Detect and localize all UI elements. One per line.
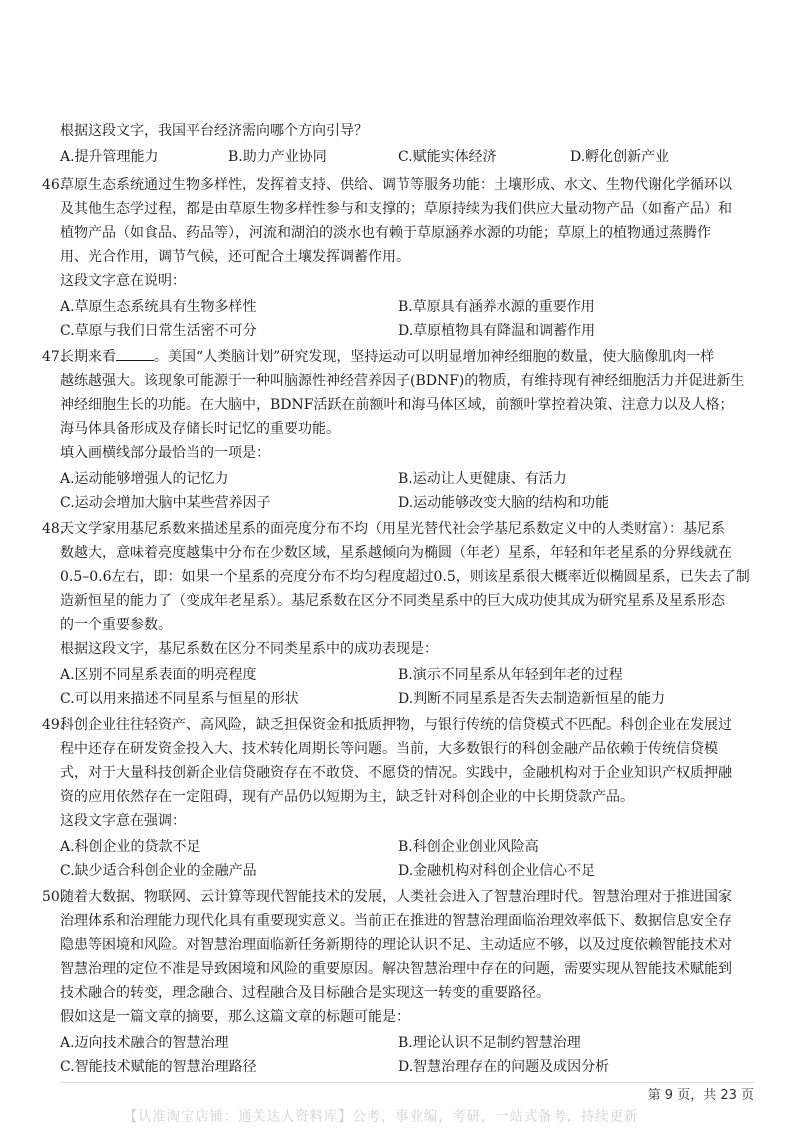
q47-number: 47.	[42, 349, 65, 365]
q46-question: 这段文字意在说明：	[60, 273, 186, 289]
q49-line: 资的应用依然存在一定阻碍，现有产品仍以短期为主，缺乏针对科创企业的中长期贷款产品。	[60, 789, 634, 805]
q50-line: 智慧治理的定位不准是导致困境和风险的重要原因。解决智慧治理中存在的问题，需要实现从智能技术赋能到	[60, 961, 732, 977]
q48-option-c: C.可以用来描述不同星系与恒星的形状	[60, 691, 299, 707]
q46-option-b: B.草原具有涵养水源的重要作用	[398, 299, 595, 315]
q47-line: 越练越强大。该现象可能源于一种叫脑源性神经营养因子(BDNF)的物质，有维持现有神经细胞活力并促进新生	[60, 373, 745, 389]
q45-option-b: B.助力产业协同	[228, 149, 327, 165]
q48-option-a: A.区别不同星系表面的明亮程度	[60, 667, 257, 683]
q49-line: 科创企业往往轻资产、高风险，缺乏担保资金和抵质押物，与银行传统的信贷模式不匹配。科创企业在发展过	[60, 717, 732, 733]
q49-option-a: A.科创企业的贷款不足	[60, 839, 201, 855]
q48-line: 天文学家用基尼系数来描述星系的面亮度分布不均（用星光替代社会学基尼系数定义中的人类财富）：基尼系	[60, 521, 725, 537]
q49-option-b: B.科创企业创业风险高	[398, 839, 539, 855]
q48-line: 的一个重要参数。	[60, 617, 172, 633]
q50-line: 治理体系和治理能力现代化具有重要现实意义。当前正在推进的智慧治理面临治理效率低下、数据信息安全存	[60, 913, 732, 929]
q48-number: 48.	[42, 521, 65, 537]
q49-line: 式，对于大量科技创新企业信贷融资存在不敢贷、不愿贷的情况。实践中，金融机构对于企业知识产权质押融	[60, 765, 732, 781]
q47-line: 神经细胞生长的功能。在大脑中，BDNF活跃在前额叶和海马体区域，前额叶掌控着决策、注意力以及人格；	[60, 397, 734, 413]
q50-question: 假如这是一篇文章的摘要，那么这篇文章的标题可能是：	[60, 1009, 410, 1025]
q45-option-c: C.赋能实体经济	[398, 149, 497, 165]
q47-option-a: A.运动能够增强人的记忆力	[60, 471, 229, 487]
q49-option-c: C.缺少适合科创企业的金融产品	[60, 863, 257, 879]
q45-stem: 根据这段文字，我国平台经济需向哪个方向引导？	[60, 123, 368, 139]
q46-line: 植物产品（如食品、药品等），河流和湖泊的淡水也有赖于草原涵养水源的功能；草原上的植物通过蒸腾作	[60, 225, 711, 241]
q46-option-a: A.草原生态系统具有生物多样性	[60, 299, 257, 315]
q47-first-pre: 长期来看	[60, 349, 116, 365]
q47-question: 填入画横线部分最恰当的一项是：	[60, 445, 270, 461]
q45-option-a: A.提升管理能力	[60, 149, 159, 165]
q46-line: 草原生态系统通过生物多样性，发挥着支持、供给、调节等服务功能：土壤形成、水文、生物代谢化学循环以	[60, 177, 732, 193]
q47-first-line	[60, 346, 714, 368]
q48-line: 造新恒星的能力了（变成年老星系）。基尼系数在区分不同类星系中的巨大成功使其成为研究星系及星系形态	[60, 593, 725, 609]
q50-option-a: A.迈向技术融合的智慧治理	[60, 1035, 229, 1051]
q49-line: 程中还存在研发资金投入大、技术转化周期长等问题。当前，大多数银行的科创金融产品依赖于传统信贷模	[60, 741, 718, 757]
q50-option-b: B.理论认识不足制约智慧治理	[398, 1035, 581, 1051]
q50-number: 50.	[42, 889, 65, 905]
q48-question: 根据这段文字，基尼系数在区分不同类星系中的成功表现是：	[60, 641, 438, 657]
q49-number: 49.	[42, 717, 65, 733]
q48-line: 0.5–0.6左右，即：如果一个星系的亮度分布不均匀程度超过0.5，则该星系很大概率近似椭圆星系，已失去了制	[60, 569, 750, 585]
q48-line: 数越大，意味着亮度越集中分布在少数区域，星系越倾向为椭圆（年老）星系，年轻和年老星系的分界线就在	[60, 545, 732, 561]
q49-option-d: D.金融机构对科创企业信心不足	[398, 863, 596, 879]
q50-line: 随着大数据、物联网、云计算等现代智能技术的发展，人类社会进入了智慧治理时代。智慧治理对于推进国家	[60, 889, 732, 905]
q50-line: 技术融合的转变，理念融合、过程融合及目标融合是实现这一转变的重要路径。	[60, 985, 550, 1001]
q48-option-b: B.演示不同星系从年轻到年老的过程	[398, 667, 623, 683]
q50-line: 隐患等困境和风险。对智慧治理面临新任务新期待的理论认识不足、主动适应不够，以及过度依赖智能技术对	[60, 937, 732, 953]
q46-line: 及其他生态学过程，都是由草原生物多样性参与和支撑的；草原持续为我们供应大量动物产品（如畜产品）和	[60, 201, 732, 217]
q47-option-c: C.运动会增加大脑中某些营养因子	[60, 495, 271, 511]
q46-line: 用、光合作用，调节气候，还可配合土壤发挥调蓄作用。	[60, 249, 410, 265]
q50-option-d: D.智慧治理存在的问题及成因分析	[398, 1059, 610, 1075]
q47-first-post: 。美国“人类脑计划”研究发现，坚持运动可以明显增加神经细胞的数量，使大脑像肌肉一样	[154, 349, 715, 365]
q47-option-b: B.运动让人更健康、有活力	[398, 471, 567, 487]
q46-number: 46.	[42, 177, 65, 193]
q48-option-d: D.判断不同星系是否失去制造新恒星的能力	[398, 691, 666, 707]
fill-in-blank	[116, 346, 154, 361]
watermark-text: 【认准淘宝店铺：通关达人资料库】公考，事业编，考研，一站式备考，持续更新	[123, 1109, 639, 1125]
q50-option-c: C.智能技术赋能的智慧治理路径	[60, 1059, 257, 1075]
q47-option-d: D.运动能够改变大脑的结构和功能	[398, 495, 610, 511]
q45-option-d: D.孵化创新产业	[570, 149, 670, 165]
footer-divider	[60, 1082, 754, 1083]
q47-line: 海马体具备形成及存储长时记忆的重要功能。	[60, 421, 340, 437]
q49-question: 这段文字意在强调：	[60, 813, 186, 829]
q46-option-c: C.草原与我们日常生活密不可分	[60, 323, 257, 339]
q46-option-d: D.草原植物具有降温和调蓄作用	[398, 323, 596, 339]
page-number: 第 9 页，共 23 页	[647, 1088, 754, 1103]
